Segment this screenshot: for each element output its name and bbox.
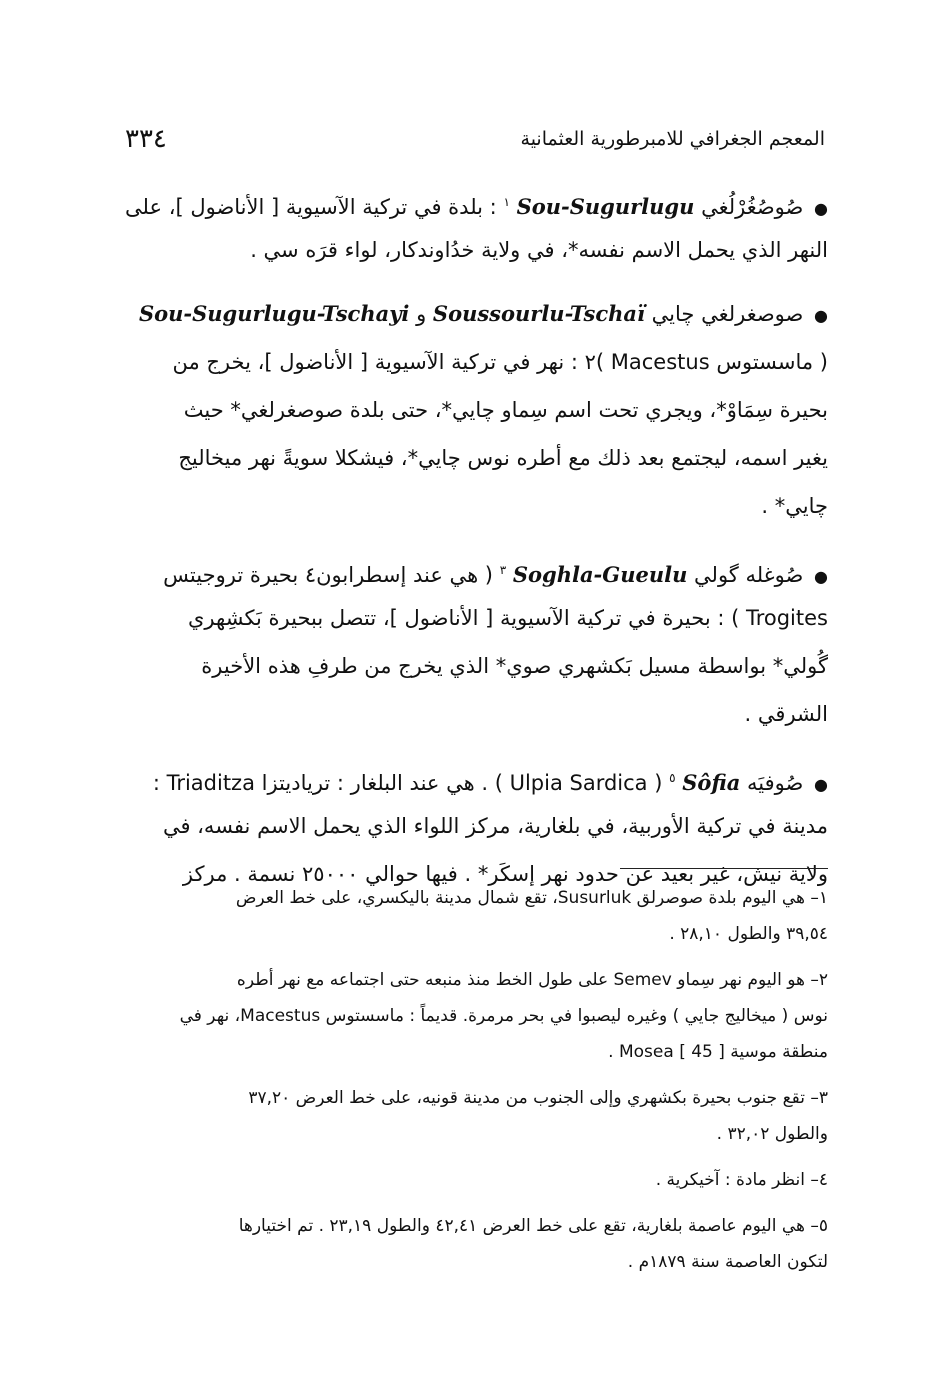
- entry-line: بحيرة سِمَاوْ*، ويجري تحت اسم سِماو چايي*، حتى بلدة صوصغرلغي* حيث: [183, 398, 828, 422]
- entry-line: النهر الذي يحمل الاسم نفسه*، في ولاية خدُاوندكار، لواء قرَه سي .: [250, 238, 828, 262]
- footnote-3: [122, 1080, 828, 1152]
- entries-body: [122, 178, 828, 914]
- footnote-line: ٤– انظر مادة : آخيكرية .: [655, 1170, 828, 1190]
- footnote-line: ١– هي اليوم بلدة صوصرلق Susurluk، تقع شمال مدينة باليكسري، على خط العرض: [235, 888, 828, 908]
- entry-headword-latin: Sôfia: [682, 770, 741, 795]
- entry-headword-latin: Soussourlu-Tschaï: [432, 301, 645, 326]
- entry-soghla-gueulu: [122, 546, 828, 738]
- entry-line: [122, 546, 828, 594]
- footnote-5: [122, 1208, 828, 1280]
- footnote-ref: ٣: [499, 563, 507, 577]
- entry-line: الشرقي .: [744, 702, 828, 726]
- entry-headword-arabic: صوصغرلغي چايي: [651, 302, 804, 326]
- conjunction: و: [416, 302, 427, 326]
- entry-line: [122, 754, 828, 802]
- footnote-line: ٣٩,٥٤ والطول ٢٨,١٠ .: [669, 924, 828, 944]
- footnotes: [122, 880, 828, 1290]
- entry-headword-arabic: صُوغله گولي: [694, 563, 804, 587]
- entry-sofia: [122, 754, 828, 898]
- entry-headword-latin: Soghla-Gueulu: [512, 562, 688, 587]
- footnote-1: [122, 880, 828, 952]
- footnote-divider: [620, 868, 828, 869]
- entry-line: يغير اسمه، ليجتمع بعد ذلك مع أطره نوس چايي*، فيشكلا سويةً نهر ميخاليج: [178, 446, 828, 470]
- footnote-line: نوس ( ميخاليج جايي ) وغيره ليصبوا في بحر مرمرة. قديماً : ماسستوس Macestus، نهر في: [179, 1006, 828, 1026]
- entry-headword-latin: Sou-Sugurlugu: [516, 194, 695, 219]
- entry-line: ولاية نيش، غير بعيد عن حدود نهر إسكَر* . فيها حوالي ٢٥٠٠٠ نسمة . مركز: [182, 862, 828, 886]
- entry-line: Trogites ) : بحيرة في تركية الآسيوية [ الأناضول ]، تتصل ببحيرة بَكشِهري: [188, 606, 828, 630]
- footnote-line: ٢– هو اليوم نهر سِماو Semev على طول الخط منذ منبعه حتى اجتماعه مع نهر أطره: [236, 970, 828, 990]
- entry-headword-arabic: صُوصُغُرْلُغي: [701, 195, 804, 219]
- entry-text: ( Ulpia Sardica ) . هي عند البلغار : ترياديتزا Triaditza :: [152, 771, 663, 795]
- entry-line: گُولي* بواسطة مسيل بَكشهري صوي* الذي يخرج من طرفِ هذه الأخيرة: [201, 654, 828, 678]
- bullet-icon: ●: [814, 199, 828, 218]
- entry-line: ( ماسستوس Macestus )٢ : نهر في تركية الآسيوية [ الأناضول ]، يخرج من: [172, 350, 828, 374]
- entry-text: ( هي عند إسطرابون٤ بحيرة تروجيتس: [163, 563, 494, 587]
- running-header: [125, 124, 825, 158]
- entry-line: [122, 290, 828, 338]
- entry-line: مدينة في تركية الأوربية، في بلغارية، مركز اللواء الذي يحمل الاسم نفسه، في: [162, 814, 828, 838]
- entry-text: : بلدة في تركية الآسيوية [ الأناضول ]، على: [125, 195, 497, 219]
- footnote-line: ٣– تقع جنوب بحيرة بكشهري وإلى الجنوب من مدينة قونيه، على خط العرض ٣٧,٢٠: [248, 1088, 828, 1108]
- footnote-line: والطول ٣٢,٠٢ .: [716, 1124, 828, 1144]
- entry-sou-sugurlugu: [122, 178, 828, 274]
- entry-line: [122, 178, 828, 226]
- footnote-line: ٥– هي اليوم عاصمة بلغارية، تقع على خط العرض ٤٢,٤١ والطول ٢٣,١٩ . تم اختيارها: [238, 1216, 828, 1236]
- bullet-icon: ●: [814, 775, 828, 794]
- footnote-ref: ١: [503, 195, 510, 209]
- entry-headword-arabic: صُوفيَه: [747, 771, 804, 795]
- footnote-line: لتكون العاصمة سنة ١٨٧٩م .: [627, 1252, 828, 1272]
- bullet-icon: ●: [814, 567, 828, 586]
- footnote-2: [122, 962, 828, 1070]
- bullet-icon: ●: [814, 306, 828, 325]
- footnote-line: منطقة موسية Mosea [ 45 ] .: [608, 1042, 828, 1062]
- footnote-ref: ٥: [669, 771, 676, 785]
- entry-line: چايي* .: [761, 494, 828, 518]
- entry-sou-sugurlugu-tschayi: [122, 290, 828, 530]
- page-number: ٣٣٤: [125, 124, 167, 154]
- running-title: المعجم الجغرافي للامبرطورية العثمانية: [520, 128, 825, 150]
- footnote-4: [122, 1162, 828, 1198]
- entry-headword-latin-alt: Sou-Sugurlugu-Tschayi: [138, 301, 410, 326]
